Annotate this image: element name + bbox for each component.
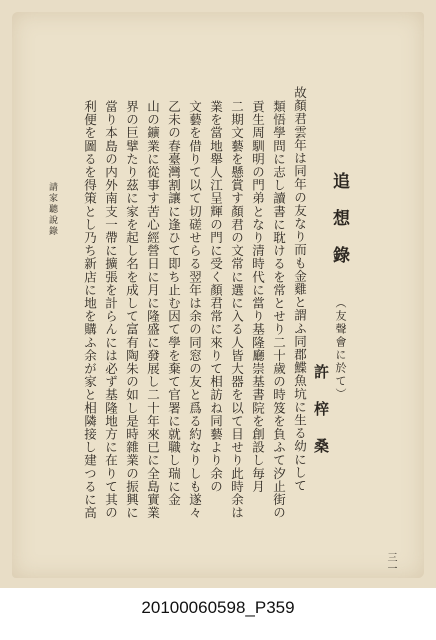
body-text-line: 業を當地舉人江呈輝の門に受く顏君常に來りて相訪ね同藝より余の (208, 100, 224, 493)
body-text-line: 類悟學問に志し讀書に耽けるを常とせり二十歲の時笈を負ふて汐止街の (271, 100, 287, 520)
body-text-line: 乙未の春臺灣割讓に逢ひて即ち止む因て學を棄て官署に就職し瑞に金 (166, 100, 182, 507)
body-text-line: 二期文藝を懸賞す顏君の文常に選に入る人皆大器を以て目せり此時余は (229, 100, 245, 520)
body-text-line: 利便を圖るを得策とし乃ち新店に地を購ふ余が家と相隣接し建つるに高 (82, 100, 98, 520)
document-subtitle: （友聲會に於て） (334, 297, 347, 401)
running-footer: 請家聽說錄 (47, 182, 57, 237)
body-text-line: 山の鑛業に從事す苦心經營日に月に隆盛に發展し二十年來已に全島實業 (145, 100, 161, 520)
aged-paper-sheet (12, 12, 424, 578)
body-text-line: 貢生周馴明の門弟となり清時代に當り基隆廳崇基書院を創設し毎月 (250, 100, 266, 493)
author-name: 許梓桑 (312, 364, 330, 475)
body-text-line: 文藝を借りて以て切磋せらる翌年は余の同窓の友と爲る約なりしも遂々 (187, 100, 203, 520)
body-text-line: 界の巨擘たり茲に家を起し名を成して富有陶朱の如し是時雜業の振興に (124, 100, 140, 520)
document-title: 追想錄 (329, 172, 349, 283)
image-caption: 20100060598_P359 (141, 598, 295, 617)
page-number: 三一 (385, 552, 396, 574)
body-text-line: 故顏君雲年は同年の友なり而も金雞と謂ふ同郡鰈魚坑に生る幼にして (292, 86, 308, 493)
body-text-line: 當り本島の内外南支一帶に擴張を計らんには必ず基隆地方に在りて其の (103, 100, 119, 520)
